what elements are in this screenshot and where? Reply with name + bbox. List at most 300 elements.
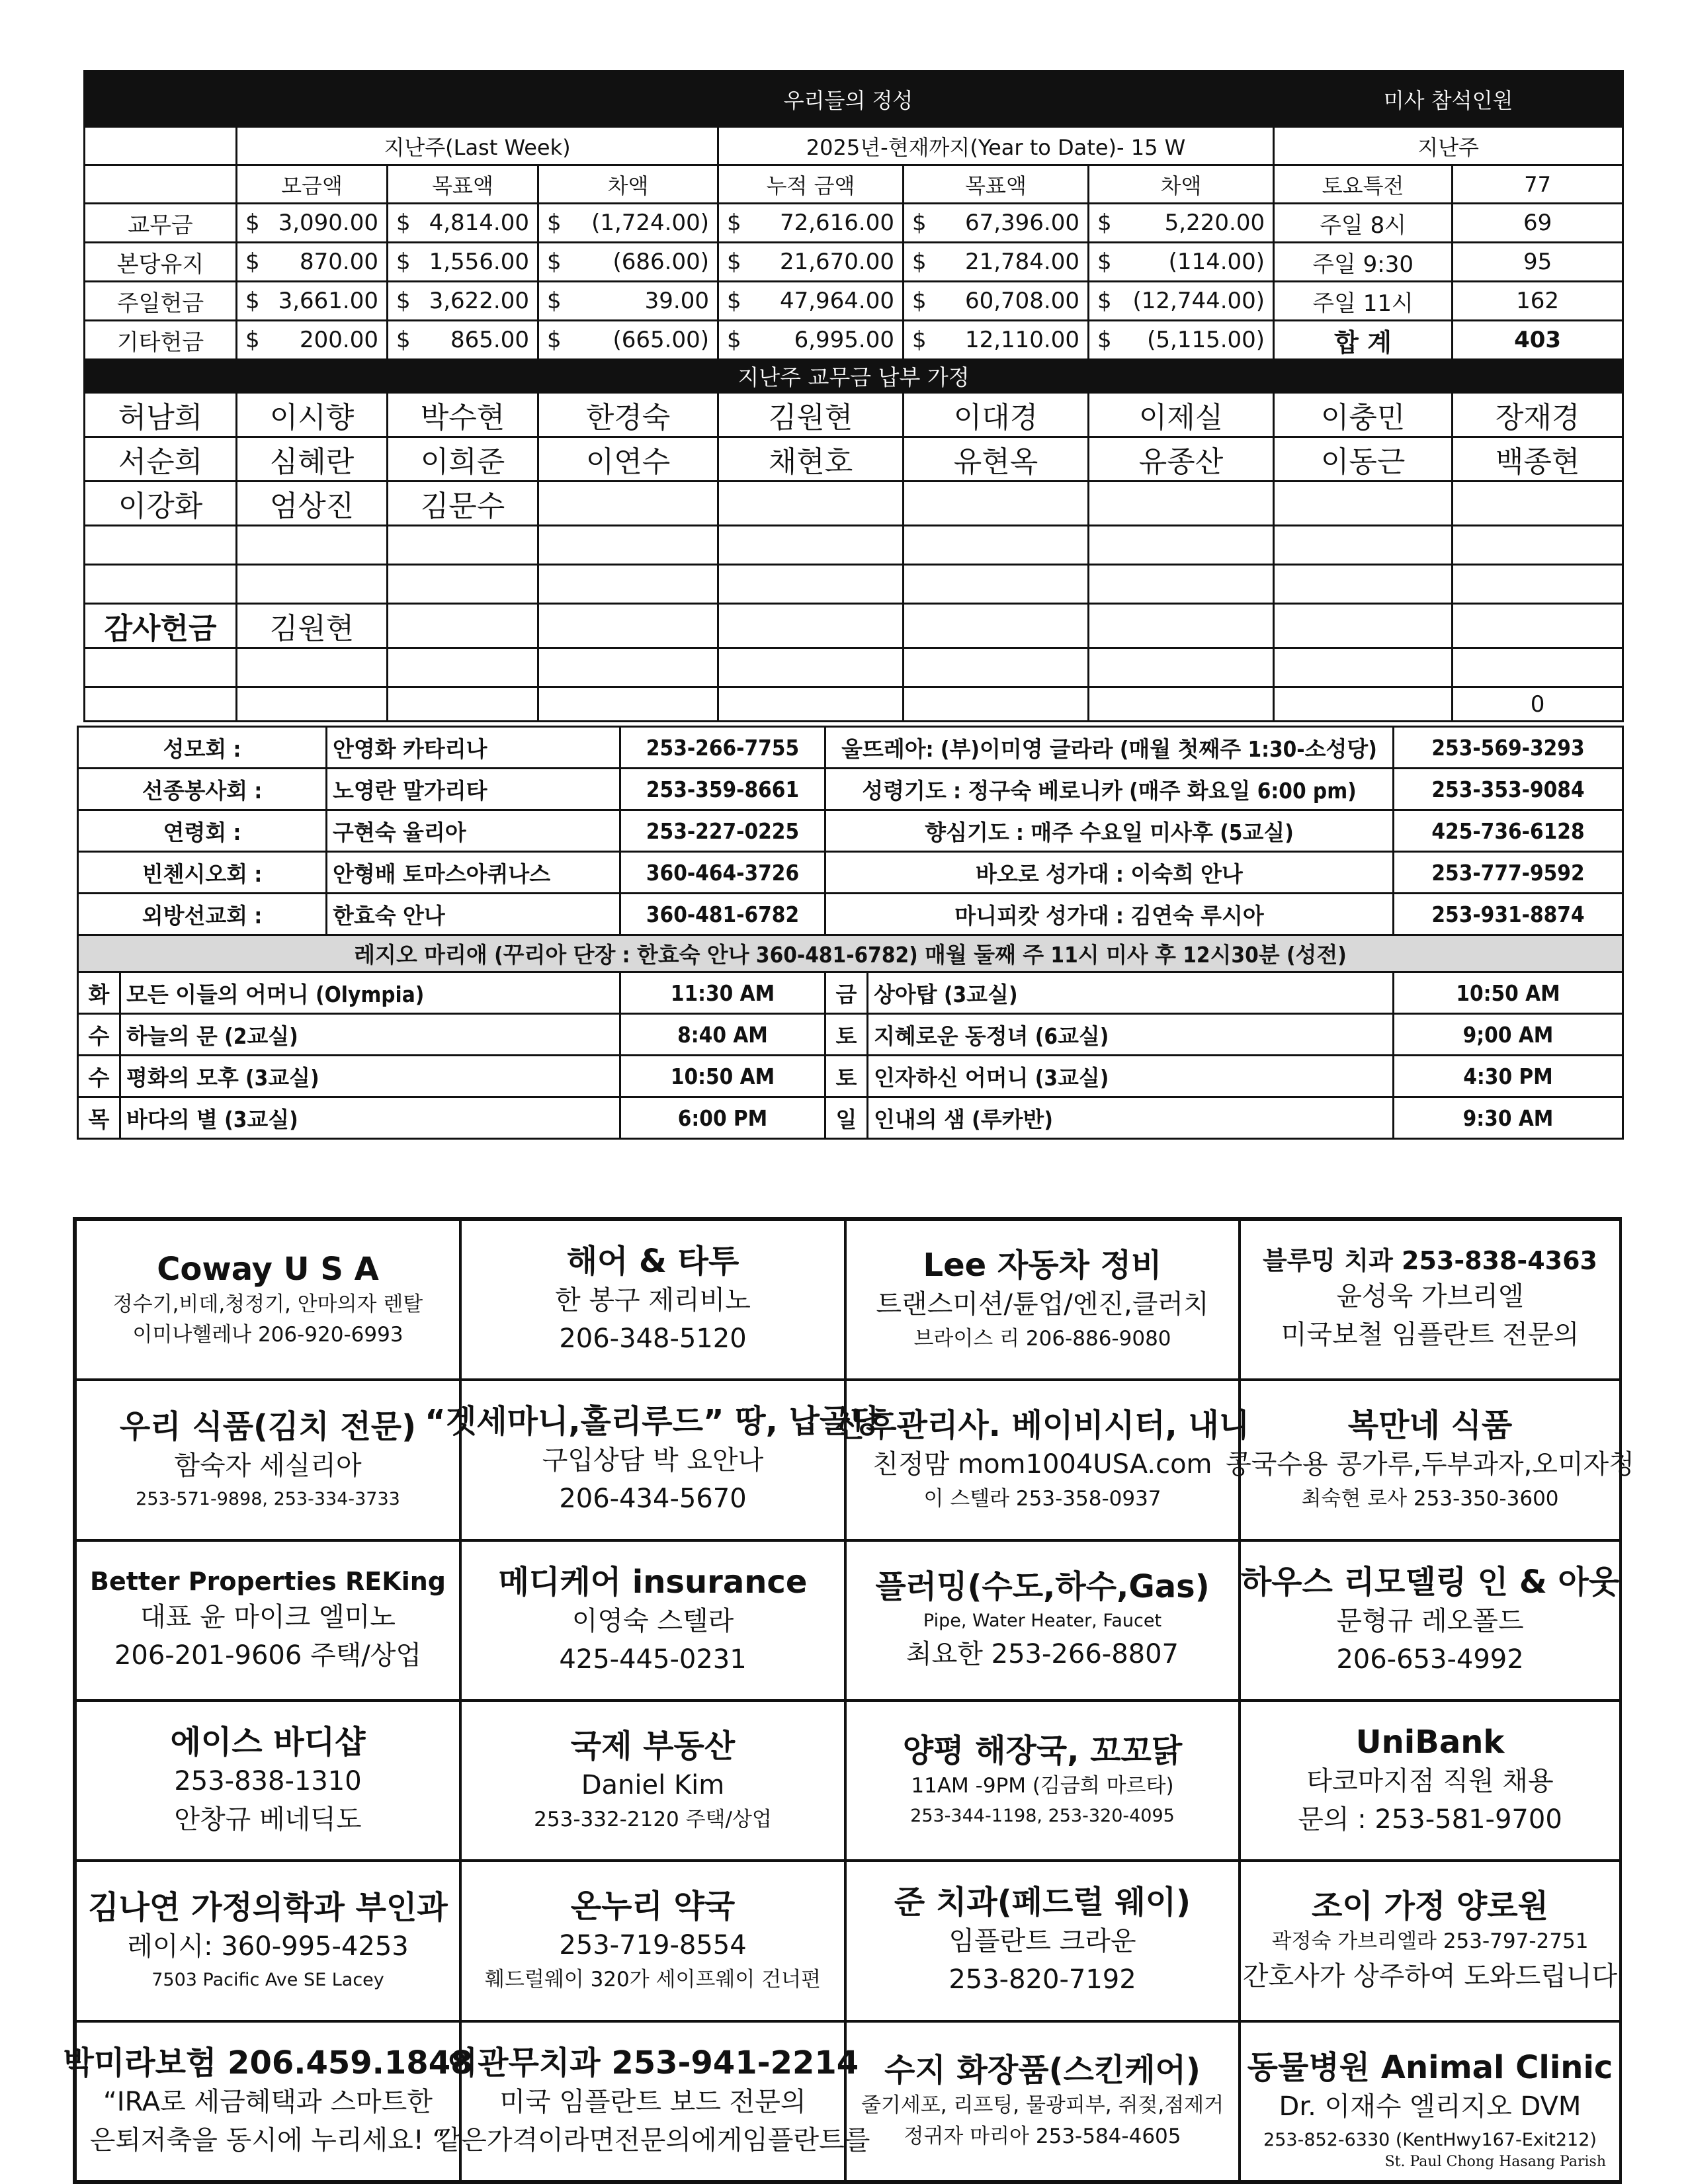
donor-band-title: 지난주 교무금 납부 가정 [85, 360, 1623, 393]
thanks-name: 김원현 [237, 604, 388, 648]
ministry-contact: 한효숙 안나 [327, 894, 620, 935]
last-week-header: 지난주(Last Week) [237, 127, 718, 165]
ad-title: 메디케어 insurance [498, 1563, 808, 1601]
amount-value: (1,724.00) [591, 210, 709, 236]
blank-cell [85, 127, 237, 165]
ministry-phone: 253-359-8661 [620, 769, 825, 810]
fund-label: 본당유지 [85, 243, 237, 282]
ad-line: Daniel Kim [581, 1769, 725, 1800]
attendance-count: 95 [1453, 243, 1623, 282]
empty-cell [85, 648, 237, 687]
ministry-phone-2: 253-353-9084 [1394, 769, 1623, 810]
currency-symbol: $ [396, 249, 411, 275]
empty-cell [237, 648, 388, 687]
donor-name: 이강화 [85, 482, 237, 526]
donor-name: 허남희 [85, 393, 237, 437]
donor-name: 서순희 [85, 437, 237, 482]
ad-card [425, 1380, 881, 1540]
amount-value: 200.00 [300, 327, 378, 353]
ad-title: 수지 화장품(스킨케어) [884, 2052, 1201, 2089]
ad-title: 우리 식품(김치 전문) [119, 1407, 417, 1445]
ad-card [1240, 1220, 1621, 1380]
empty-cell [388, 604, 538, 648]
empty-cell [904, 526, 1089, 565]
ad-line: 구입상담 박 요안나 [542, 1445, 764, 1476]
empty-cell [718, 687, 904, 722]
empty-cell [1274, 565, 1453, 604]
donor-name: 이희준 [388, 437, 538, 482]
donor-name: 이연수 [538, 437, 718, 482]
ad-title: 산후관리사. 베이비시터, 내니 [835, 1407, 1250, 1445]
empty-cell [1274, 604, 1453, 648]
ministry-group: 연령회 : [78, 810, 327, 852]
ad-card [845, 1540, 1240, 1701]
ad-title: “겟세마니,홀리루드” 땅, 납골당 [425, 1403, 881, 1441]
ad-card [460, 1861, 845, 2021]
empty-cell [85, 565, 237, 604]
ministry-group-2: 마니피캇 성가대 : 김연숙 루시아 [825, 894, 1394, 935]
donor-name: 엄상진 [237, 482, 388, 526]
meeting-time: 8:40 AM [620, 1014, 825, 1056]
ad-card [1240, 1540, 1621, 1701]
empty-cell [1089, 648, 1274, 687]
ad-line: 이 스텔라 253-358-0937 [923, 1487, 1161, 1511]
amount-cell [237, 243, 388, 282]
donor-name: 유현옥 [904, 437, 1089, 482]
offertory-row [85, 282, 1623, 321]
ad-card [75, 1380, 460, 1540]
amount-cell [904, 204, 1089, 243]
attendance-title: 미사 참석인원 [1274, 71, 1623, 127]
amount-cell [538, 321, 718, 360]
amount-value: (665.00) [612, 327, 709, 353]
ad-title: 국제 부동산 [570, 1727, 736, 1765]
donor-name: 김원현 [718, 393, 904, 437]
amount-value: 72,616.00 [779, 210, 894, 236]
empty-cell [388, 526, 538, 565]
donor-name: 유종산 [1089, 437, 1274, 482]
praesidium-name: 하늘의 문 (2교실) [120, 1014, 620, 1056]
mass-label: 주일 9:30 [1274, 243, 1453, 282]
empty-cell [1089, 687, 1274, 722]
ad-line: 253-838-1310 [174, 1766, 362, 1797]
amount-value: 6,995.00 [794, 327, 894, 353]
amount-cell [538, 204, 718, 243]
empty-cell [1453, 648, 1623, 687]
ad-line: 253-852-6330 (KentHwy167-Exit212) [1263, 2130, 1597, 2151]
ad-line: 최숙현 로사 253-350-3600 [1301, 1487, 1559, 1511]
ministry-phone-2: 253-569-3293 [1394, 727, 1623, 769]
empty-cell [237, 565, 388, 604]
ad-card [460, 1220, 845, 1380]
ad-card [1240, 1701, 1621, 1861]
currency-symbol: $ [245, 288, 260, 314]
ad-card [63, 2021, 473, 2181]
attendance-period-header: 지난주 [1274, 127, 1623, 165]
meeting-time-2: 9;00 AM [1394, 1014, 1623, 1056]
donor-name: 김문수 [388, 482, 538, 526]
meeting-day: 수 [78, 1014, 120, 1056]
ad-line: 줄기세포, 리프팅, 물광피부, 쥐젖,점제거 [861, 2093, 1224, 2118]
empty-cell [718, 648, 904, 687]
ad-title: Coway U S A [157, 1250, 379, 1288]
ad-line: 정귀자 마리아 253-584-4605 [904, 2124, 1181, 2148]
ad-title: 박미라보험 206.459.1848 [63, 2044, 473, 2081]
ministry-phone-2: 253-931-8874 [1394, 894, 1623, 935]
offertory-title: 우리들의 정성 [85, 71, 1274, 127]
ad-line: 친정맘 mom1004USA.com [872, 1449, 1212, 1480]
fund-label: 교무금 [85, 204, 237, 243]
donor-name [1453, 482, 1623, 526]
ad-line: 한 봉구 제리비노 [555, 1285, 751, 1316]
amount-value: 4,814.00 [429, 210, 529, 236]
donor-name [538, 482, 718, 526]
column-header: 차액 [1089, 165, 1274, 204]
ministry-phone: 253-266-7755 [620, 727, 825, 769]
ad-line: 최요한 253-266-8807 [906, 1639, 1179, 1670]
donor-name [1274, 482, 1453, 526]
ministries-table [77, 726, 1624, 1140]
praesidium-name: 모든 이들의 어머니 (Olympia) [120, 972, 620, 1014]
meeting-day: 수 [78, 1056, 120, 1097]
ministry-phone-2: 253-777-9592 [1394, 852, 1623, 894]
ministry-phone-2: 425-736-6128 [1394, 810, 1623, 852]
donor-row [85, 482, 1623, 526]
mass-label: 토요특전 [1274, 165, 1453, 204]
ministry-phone: 253-227-0225 [620, 810, 825, 852]
meeting-day-2: 금 [825, 972, 868, 1014]
ministry-contact: 안영화 카타리나 [327, 727, 620, 769]
amount-value: (114.00) [1168, 249, 1265, 275]
ad-line: 브라이스 리 206-886-9080 [913, 1326, 1171, 1351]
amount-cell [904, 282, 1089, 321]
amount-value: (12,744.00) [1132, 288, 1265, 314]
currency-symbol: $ [912, 249, 927, 275]
empty-cell [1089, 565, 1274, 604]
ad-line: 임플란트 크라운 [949, 1926, 1136, 1957]
empty-cell [388, 687, 538, 722]
blank-cell [85, 165, 237, 204]
offertory-row [85, 204, 1623, 243]
amount-value: 67,396.00 [964, 210, 1079, 236]
amount-value: 12,110.00 [964, 327, 1079, 353]
ad-line: 윤성욱 가브리엘 [1336, 1281, 1524, 1312]
ad-card [1226, 1380, 1634, 1540]
amount-value: 3,661.00 [278, 288, 378, 314]
meeting-time: 6:00 PM [620, 1097, 825, 1139]
ad-line: 정수기,비데,청정기, 안마의자 렌탈 [112, 1292, 423, 1316]
ad-line: 트랜스미션/튠업/엔진,클러치 [876, 1288, 1209, 1320]
ad-line: 간호사가 상주하여 도와드립니다 [1242, 1960, 1618, 1992]
ad-line: 206-434-5670 [559, 1484, 747, 1515]
currency-symbol: $ [727, 210, 741, 236]
ministry-row [78, 894, 1623, 935]
currency-symbol: $ [1097, 210, 1112, 236]
currency-symbol: $ [245, 249, 260, 275]
ad-line: 대표 윤 마이크 엘미노 [140, 1601, 396, 1632]
praesidium-row [78, 1056, 1623, 1097]
ad-line: 타코마지점 직원 채용 [1306, 1766, 1554, 1797]
currency-symbol: $ [912, 288, 927, 314]
empty-cell [538, 565, 718, 604]
currency-symbol: $ [547, 210, 562, 236]
currency-symbol: $ [727, 327, 741, 353]
praesidium-name-2: 지혜로운 동정녀 (6교실) [868, 1014, 1394, 1056]
column-header: 목표액 [388, 165, 538, 204]
ad-card [845, 1701, 1240, 1861]
currency-symbol: $ [396, 210, 411, 236]
empty-cell [538, 604, 718, 648]
amount-cell [718, 204, 904, 243]
ad-line: 11AM -9PM (김금희 마르타) [911, 1774, 1174, 1798]
meeting-time-2: 9:30 AM [1394, 1097, 1623, 1139]
ad-line: 7503 Pacific Ave SE Lacey [151, 1969, 384, 1990]
amount-value: 865.00 [450, 327, 529, 353]
empty-cell [718, 526, 904, 565]
meeting-day-2: 토 [825, 1056, 868, 1097]
empty-row [85, 648, 1623, 687]
ad-title: 준 치과(페드럴 웨이) [894, 1884, 1191, 1921]
amount-value: 5,220.00 [1164, 210, 1265, 236]
amount-value: 3,090.00 [278, 210, 378, 236]
praesidium-row [78, 1014, 1623, 1056]
empty-cell [1274, 687, 1453, 722]
empty-cell [1274, 648, 1453, 687]
ad-title: 블루밍 치과 253-838-4363 [1263, 1246, 1597, 1276]
amount-cell [718, 321, 904, 360]
empty-cell [1089, 526, 1274, 565]
ad-card [435, 2021, 870, 2181]
currency-symbol: $ [727, 249, 741, 275]
donor-name: 백종현 [1453, 437, 1623, 482]
ministry-contact: 노영란 말가리타 [327, 769, 620, 810]
ad-title: 해어 & 타투 [566, 1243, 739, 1281]
amount-value: 39.00 [644, 288, 709, 314]
ad-line: 206-201-9606 주택/상업 [114, 1640, 422, 1671]
attendance-count: 162 [1453, 282, 1623, 321]
amount-cell [1089, 243, 1274, 282]
empty-cell [718, 604, 904, 648]
ministry-group: 선종봉사회 : [78, 769, 327, 810]
offertory-row [85, 243, 1623, 282]
praesidium-name-2: 인내의 샘 (루카반) [868, 1097, 1394, 1139]
empty-cell [904, 604, 1089, 648]
column-header: 모금액 [237, 165, 388, 204]
amount-cell [1089, 282, 1274, 321]
legio-row [78, 935, 1623, 972]
ministry-group-2: 바오로 성가대 : 이숙희 안나 [825, 852, 1394, 894]
ad-card [75, 1701, 460, 1861]
total-count: 403 [1453, 321, 1623, 360]
empty-cell [538, 687, 718, 722]
currency-symbol: $ [245, 210, 260, 236]
ministry-row [78, 852, 1623, 894]
ad-title: Lee 자동차 정비 [923, 1246, 1162, 1284]
ad-line: 훼드럴웨이 320가 세이프웨이 건너편 [485, 1968, 821, 1992]
amount-value: (686.00) [612, 249, 709, 275]
ytd-header: 2025년-현재까지(Year to Date)- 15 W [718, 127, 1274, 165]
donor-name: 한경숙 [538, 393, 718, 437]
column-header: 목표액 [904, 165, 1089, 204]
praesidium-name: 평화의 모후 (3교실) [120, 1056, 620, 1097]
ad-card [845, 2021, 1240, 2181]
attendance-count: 77 [1453, 165, 1623, 204]
ad-line: 미국 임플란트 보드 전문의 [499, 2086, 806, 2117]
currency-symbol: $ [1097, 327, 1112, 353]
amount-cell [237, 282, 388, 321]
ad-title: 양평 해장국, 꼬꼬닭 [902, 1732, 1183, 1770]
meeting-time-2: 10:50 AM [1394, 972, 1623, 1014]
amount-cell [388, 282, 538, 321]
empty-cell [1089, 604, 1274, 648]
currency-symbol: $ [547, 288, 562, 314]
ad-line: 253-571-9898, 253-334-3733 [136, 1488, 400, 1509]
offertory-row [85, 321, 1623, 360]
ad-card [460, 1701, 845, 1861]
ministry-group-2: 울뜨레아: (부)이미영 글라라 (매월 첫째주 1:30-소성당) [825, 727, 1394, 769]
empty-cell [1453, 526, 1623, 565]
amount-cell [237, 204, 388, 243]
amount-value: (5,115.00) [1147, 327, 1265, 353]
ad-card [75, 1540, 460, 1701]
donor-name: 채현호 [718, 437, 904, 482]
empty-cell [237, 526, 388, 565]
ad-line: 곽정숙 가브리엘라 253-797-2751 [1271, 1929, 1589, 1954]
ad-title: Better Properties REKing [90, 1567, 446, 1597]
ad-line: 206-653-4992 [1336, 1644, 1524, 1675]
ad-line: 안창규 베네딕도 [174, 1804, 362, 1835]
legio-banner: 레지오 마리애 (꾸리아 단장 : 한효숙 안나 360-481-6782) 매월 둘째 주 11시 미사 후 12시30분 (성전) [78, 935, 1623, 972]
currency-symbol: $ [396, 327, 411, 353]
amount-cell [388, 204, 538, 243]
ad-line: 은퇴저축을 동시에 누리세요! “ [89, 2124, 446, 2156]
empty-cell [388, 565, 538, 604]
mass-label: 주일 11시 [1274, 282, 1453, 321]
empty-row [85, 565, 1623, 604]
ad-line: “IRA로 세금혜택과 스마트한 [103, 2086, 433, 2117]
fund-label: 기타헌금 [85, 321, 237, 360]
thanks-row [85, 604, 1623, 648]
fund-label: 주일헌금 [85, 282, 237, 321]
meeting-day-2: 일 [825, 1097, 868, 1139]
amount-value: 60,708.00 [964, 288, 1079, 314]
ad-line: 미국보철 임플란트 전문의 [1281, 1319, 1580, 1350]
ad-line: 253-344-1198, 253-320-4095 [910, 1805, 1175, 1826]
attendance-count: 69 [1453, 204, 1623, 243]
donor-name [1089, 482, 1274, 526]
empty-row [85, 526, 1623, 565]
donor-name: 장재경 [1453, 393, 1623, 437]
currency-symbol: $ [547, 327, 562, 353]
currency-symbol: $ [1097, 249, 1112, 275]
ad-card [845, 1861, 1240, 2021]
ministry-row [78, 810, 1623, 852]
ad-line: Pipe, Water Heater, Faucet [923, 1611, 1162, 1632]
ad-title: 복만네 식품 [1347, 1407, 1513, 1445]
column-header-row [85, 165, 1623, 204]
amount-cell [388, 321, 538, 360]
ministry-phone: 360-481-6782 [620, 894, 825, 935]
total-label: 합 계 [1274, 321, 1453, 360]
column-header: 차액 [538, 165, 718, 204]
offertory-table [83, 70, 1624, 722]
ad-card [845, 1220, 1240, 1380]
ministry-group: 외방선교회 : [78, 894, 327, 935]
empty-cell [388, 648, 538, 687]
ad-line: 함숙자 세실리아 [174, 1450, 362, 1481]
ads-grid [63, 1217, 1634, 2184]
currency-symbol: $ [912, 327, 927, 353]
empty-cell [1453, 565, 1623, 604]
currency-symbol: $ [1097, 288, 1112, 314]
amount-cell [538, 243, 718, 282]
donor-name [904, 482, 1089, 526]
empty-cell [85, 687, 237, 722]
ad-title: 하우스 리모델링 인 & 아웃 [1240, 1563, 1620, 1601]
ministry-group-2: 향심기도 : 매주 수요일 미사후 (5교실) [825, 810, 1394, 852]
ad-line: 206-348-5120 [559, 1323, 747, 1355]
ministry-group: 성모회 : [78, 727, 327, 769]
ad-line: 253-820-7192 [949, 1964, 1136, 1995]
donor-name: 이대경 [904, 393, 1089, 437]
donor-name: 이동근 [1274, 437, 1453, 482]
donor-row [85, 437, 1623, 482]
praesidium-row [78, 972, 1623, 1014]
ministry-phone: 360-464-3726 [620, 852, 825, 894]
meeting-time: 10:50 AM [620, 1056, 825, 1097]
amount-value: 3,622.00 [429, 288, 529, 314]
empty-cell [1274, 526, 1453, 565]
meeting-day: 화 [78, 972, 120, 1014]
ad-title: 온누리 약국 [570, 1888, 736, 1925]
currency-symbol: $ [912, 210, 927, 236]
ministry-row [78, 727, 1623, 769]
currency-symbol: $ [727, 288, 741, 314]
amount-cell [718, 243, 904, 282]
ad-line: 레이시: 360-995-4253 [127, 1931, 409, 1962]
ad-title: 김나연 가정의학과 부인과 [88, 1888, 448, 1926]
ad-line: 425-445-0231 [559, 1644, 747, 1675]
amount-cell [1089, 321, 1274, 360]
amount-cell [904, 243, 1089, 282]
ad-title: UniBank [1355, 1724, 1505, 1761]
column-header: 누적 금액 [718, 165, 904, 204]
mass-label: 주일 8시 [1274, 204, 1453, 243]
bottom-value: 0 [1453, 687, 1623, 722]
praesidium-name-2: 상아탑 (3교실) [868, 972, 1394, 1014]
empty-cell [85, 526, 237, 565]
praesidium-name-2: 인자하신 어머니 (3교실) [868, 1056, 1394, 1097]
ad-line: 문형규 레오폴드 [1336, 1605, 1524, 1636]
ministry-row [78, 769, 1623, 810]
donor-band-row [85, 360, 1623, 393]
donor-row [85, 393, 1623, 437]
donor-name: 이시향 [237, 393, 388, 437]
ad-card [1240, 1861, 1621, 2021]
period-header-row [85, 127, 1623, 165]
offertory-header-row [85, 71, 1623, 127]
ministry-group-2: 성령기도 : 정구숙 베로니카 (매주 화요일 6:00 pm) [825, 769, 1394, 810]
amount-value: 21,784.00 [964, 249, 1079, 275]
empty-cell [718, 565, 904, 604]
donor-name: 이충민 [1274, 393, 1453, 437]
ad-card [460, 1540, 845, 1701]
ad-title: 에이스 바디샵 [170, 1724, 366, 1761]
amount-cell [388, 243, 538, 282]
bottom-row [85, 687, 1623, 722]
ad-title: 플러밍(수도,하수,Gas) [875, 1568, 1210, 1606]
empty-cell [538, 648, 718, 687]
